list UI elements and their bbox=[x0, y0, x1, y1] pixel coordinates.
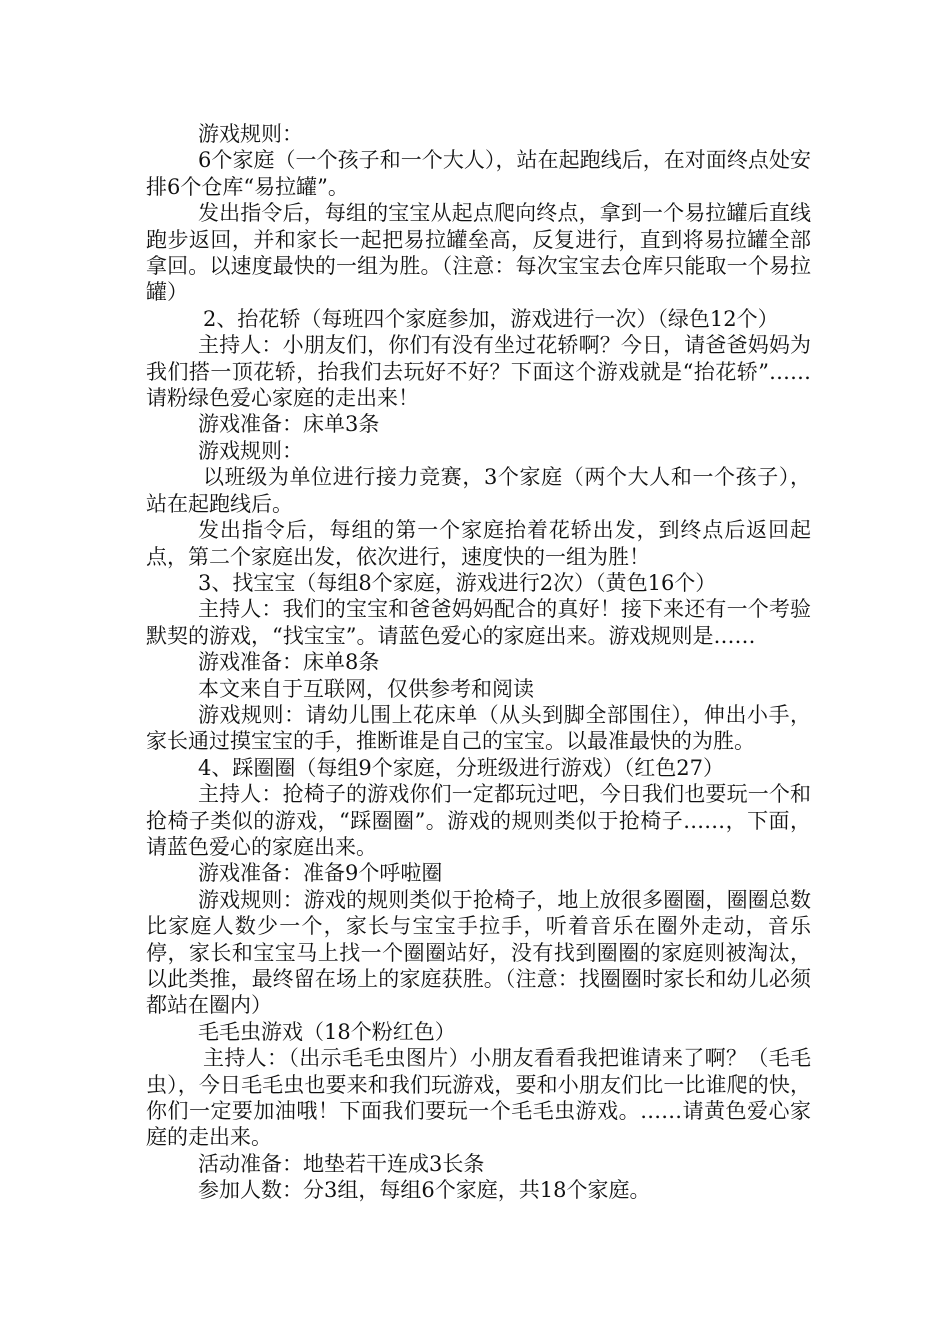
paragraph-game-rules-heading-1: 游戏规则： bbox=[198, 122, 303, 146]
paragraph-caterpillar-participants: 参加人数：分3组，每组6个家庭，共18个家庭。 bbox=[198, 1178, 651, 1203]
paragraph-caterpillar-title: 毛毛虫游戏（18个粉红色） bbox=[198, 1019, 456, 1044]
paragraph-find-baby-preparation: 游戏准备：床单8条 bbox=[198, 650, 380, 675]
paragraph-sedan-instructions: 发出指令后，每组的第一个家庭抬着花轿出发，到终点后返回起点，第二个家庭出发，依次进行，速度快的一组为胜！ bbox=[146, 518, 811, 569]
paragraph-step-circles-host-lines: 主持人：抢椅子的游戏你们一定都玩过吧，今日我们也要玩一个和抢椅子类似的游戏，“踩圈圈”。游戏的规则类似于抢椅子……，下面，请蓝色爱心的家庭出来。 bbox=[146, 782, 811, 859]
paragraph-sedan-host-lines: 主持人：小朋友们，你们有没有坐过花轿啊？今日，请爸爸妈妈为我们搭一顶花轿，抬我们去玩好不好？下面这个游戏就是“抬花轿”……请粉绿色爱心家庭的走出来！ bbox=[146, 333, 811, 411]
paragraph-game-rules-heading-2: 游戏规则： bbox=[198, 438, 303, 463]
paragraph-step-circles-title: 4、踩圈圈（每组9个家庭，分班级进行游戏）（红色27） bbox=[198, 755, 724, 780]
paragraph-cans-instructions: 发出指令后，每组的宝宝从起点爬向终点，拿到一个易拉罐后直线跑步返回，并和家长一起把易拉罐垒高，反复进行，直到将易拉罐全部拿回。以速度最快的一组为胜。（注意：每次宝宝去仓库只能取一个易拉罐） bbox=[146, 201, 811, 305]
paragraph-caterpillar-preparation: 活动准备：地垫若干连成3长条 bbox=[198, 1151, 485, 1176]
paragraph-relay-rules: 以班级为单位进行接力竞赛，3个家庭（两个大人和一个孩子），站在起跑线后。 bbox=[146, 465, 811, 516]
paragraph-caterpillar-host-lines: 主持人：（出示毛毛虫图片）小朋友看看我把谁请来了啊？（毛毛虫），今日毛毛虫也要来和我们玩游戏，要和小朋友们比一比谁爬的快，你们一定要加油哦！下面我们要玩一个毛毛虫游戏。……请黄色爱心家庭的走出来。 bbox=[146, 1046, 811, 1150]
paragraph-step-circles-rules: 游戏规则：游戏的规则类似于抢椅子，地上放很多圈圈，圈圈总数比家庭人数少一个，家长与宝宝手拉手，听着音乐在圈外走动，音乐停，家长和宝宝马上找一个圈圈站好，没有找到圈圈的家庭则被淘汰，以此类推，最终留在场上的家庭获胜。（注意：找圈圈时家长和幼儿必须都站在圈内） bbox=[146, 887, 811, 1018]
document-body bbox=[146, 121, 811, 1204]
paragraph-sedan-game-title: 2、抬花轿（每班四个家庭参加，游戏进行一次）（绿色12个） bbox=[203, 306, 779, 331]
paragraph-find-baby-rules: 游戏规则：请幼儿围上花床单（从头到脚全部围住），伸出小手，家长通过摸宝宝的手，推断谁是自己的宝宝。以最准最快的为胜。 bbox=[146, 702, 811, 754]
paragraph-find-baby-title: 3、找宝宝（每组8个家庭，游戏进行2次）（黄色16个） bbox=[198, 570, 717, 595]
paragraph-step-circles-preparation: 游戏准备：准备9个呼啦圈 bbox=[198, 861, 443, 886]
paragraph-sedan-preparation: 游戏准备：床单3条 bbox=[198, 412, 380, 437]
paragraph-six-families-setup: 6个家庭（一个孩子和一个大人），站在起跑线后，在对面终点处安排6个仓库“易拉罐”。 bbox=[146, 148, 811, 199]
paragraph-source-note: 本文来自于互联网，仅供参考和阅读 bbox=[198, 676, 534, 701]
paragraph-find-baby-host-lines: 主持人：我们的宝宝和爸爸妈妈配合的真好！接下来还有一个考验默契的游戏，“找宝宝”。请蓝色爱心的家庭出来。游戏规则是…… bbox=[146, 597, 811, 648]
